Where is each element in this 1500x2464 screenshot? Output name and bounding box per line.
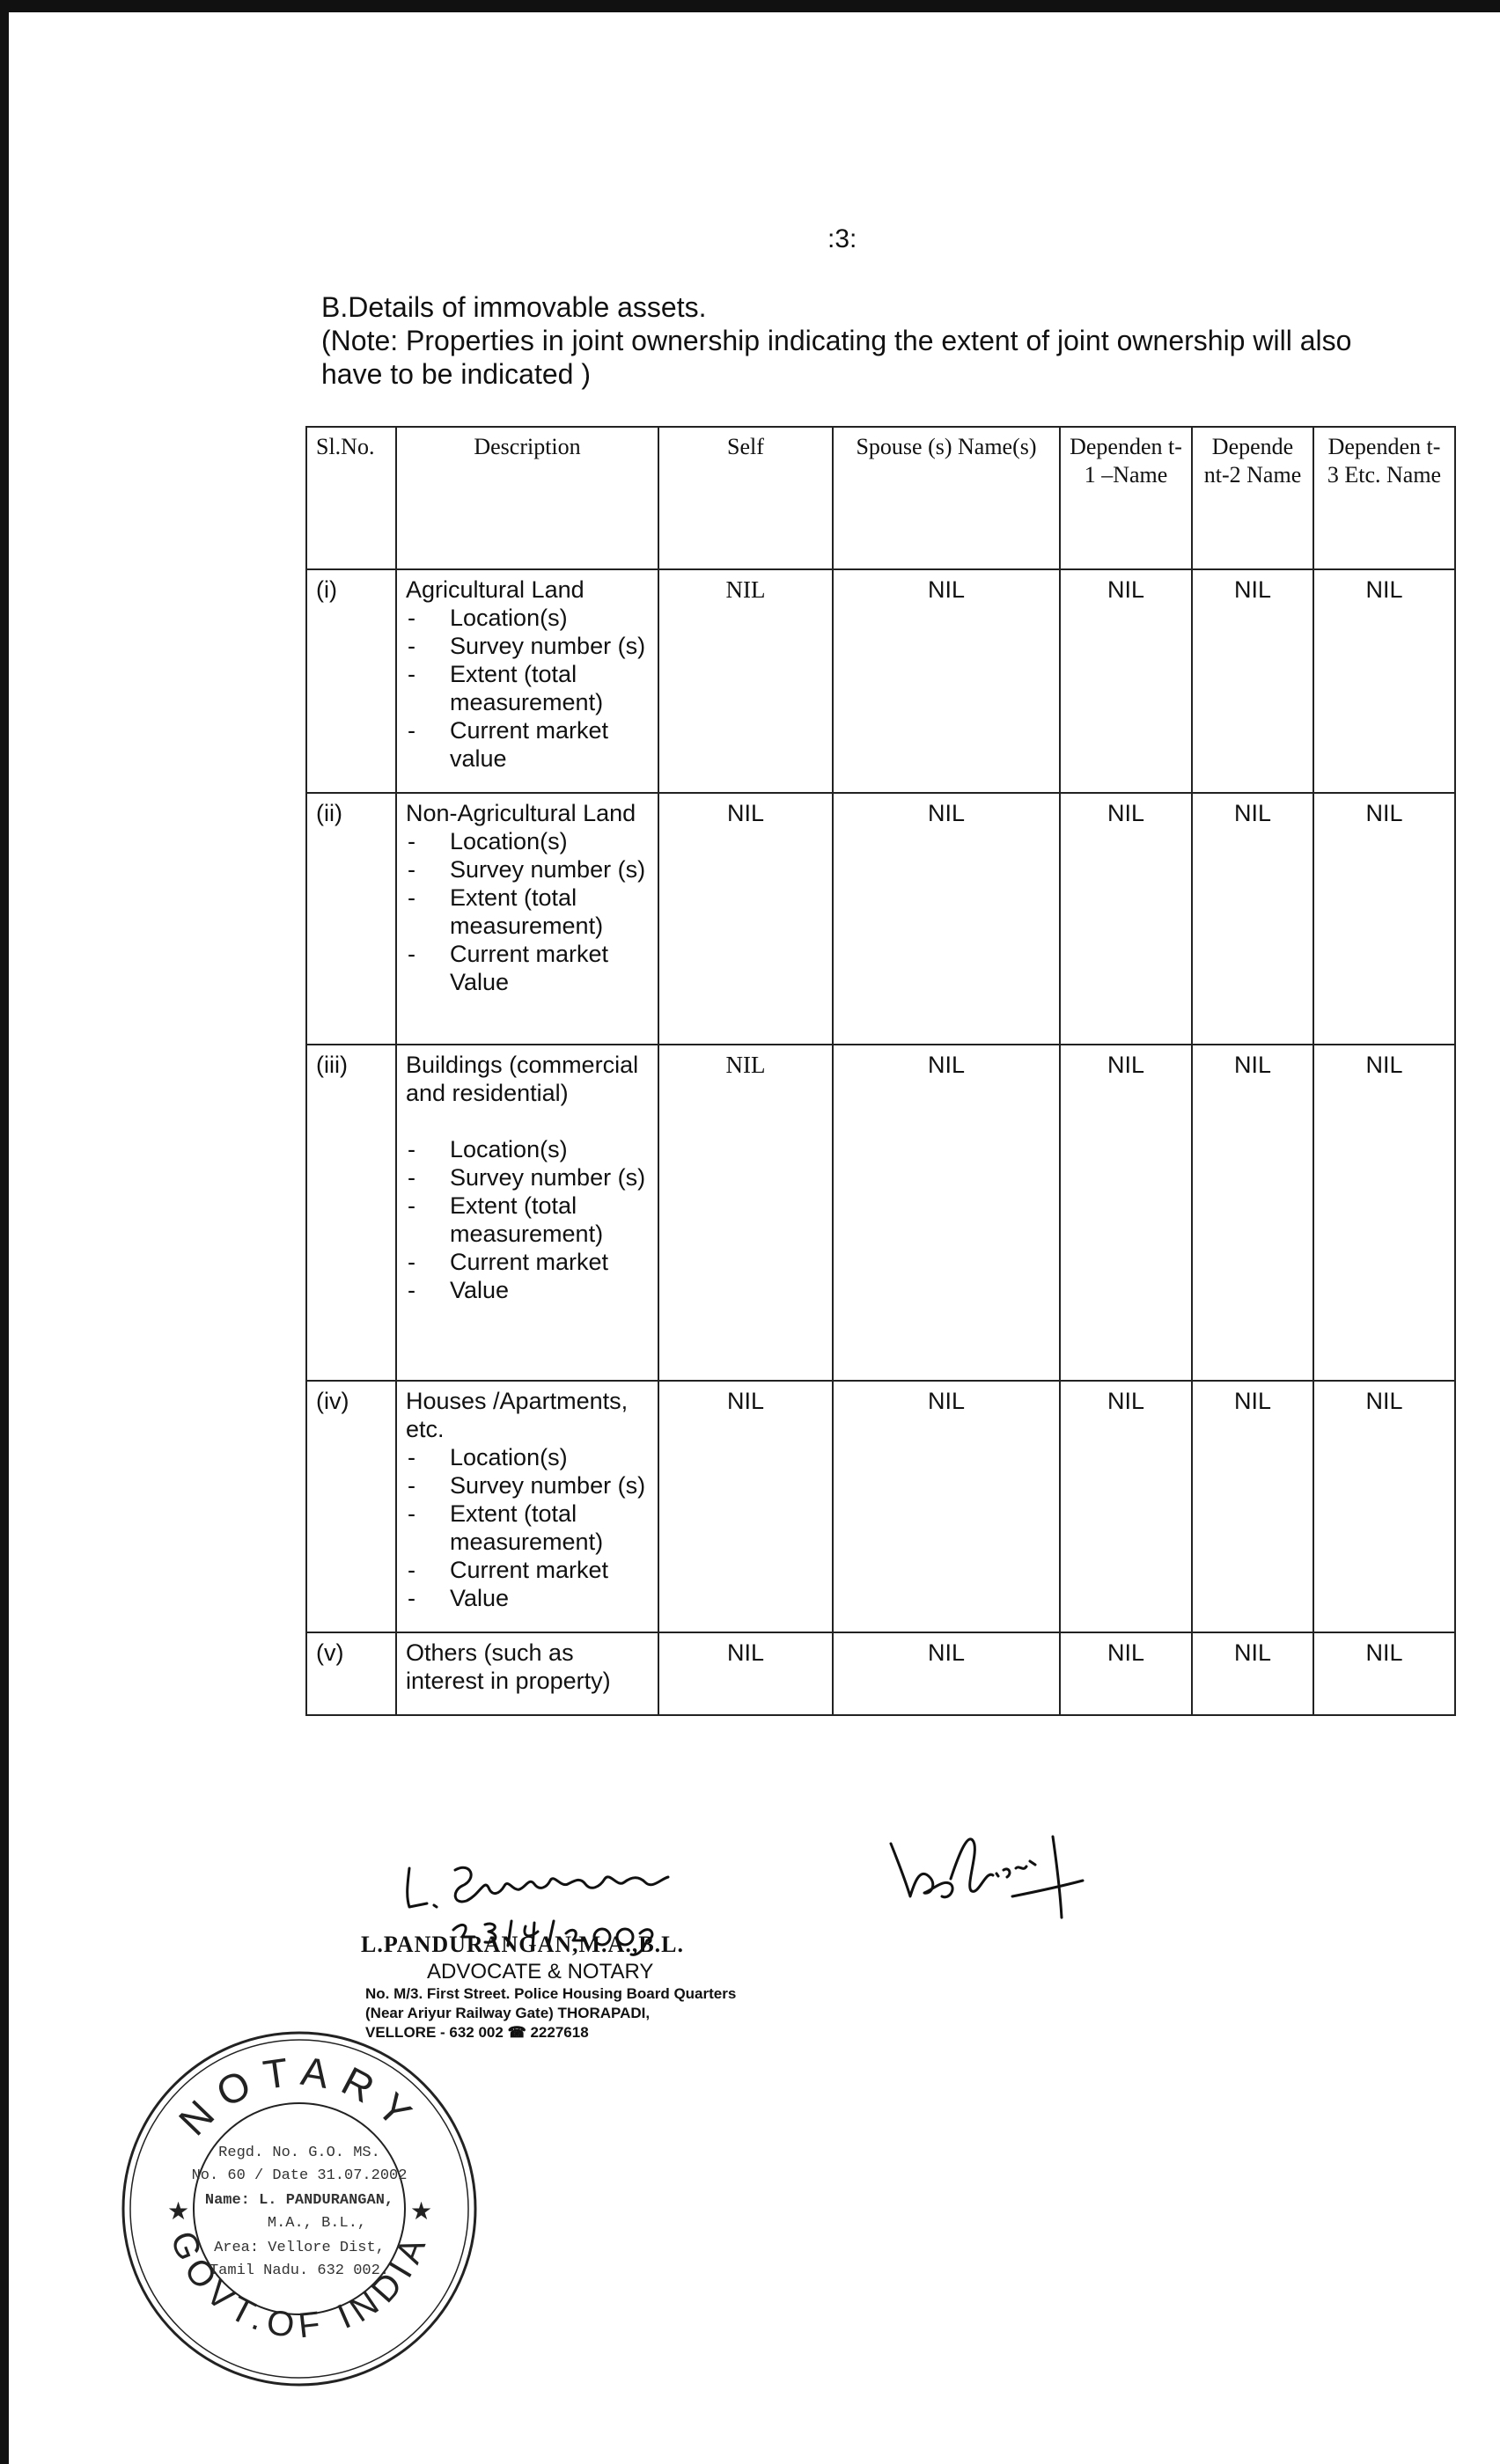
scan-border-top <box>0 0 1500 12</box>
immovable-assets-table <box>305 426 1456 1716</box>
row-slno: (iii) <box>306 1045 396 1381</box>
cell-dependent-1: NIL <box>1060 1381 1192 1632</box>
notary-seal <box>114 2024 484 2394</box>
seal-line: Name: L. PANDURANGAN, <box>204 2192 394 2209</box>
cell-self: NIL <box>658 1632 833 1715</box>
list-item: - Location(s) <box>406 1443 649 1471</box>
row-description <box>396 1045 658 1381</box>
notary-address-line-3: VELLORE - 632 002 ☎ 2227618 <box>365 2024 589 2041</box>
svg-text:NOTARY <box>170 2048 429 2145</box>
seal-line: M.A., B.L., <box>267 2215 367 2232</box>
row-title: Others (such as interest in property) <box>406 1639 611 1694</box>
list-item: - Extent (total measurement) <box>406 1500 649 1556</box>
row-slno: (i) <box>306 569 396 793</box>
cell-dependent-2: NIL <box>1192 1632 1313 1715</box>
list-item: - Extent (total measurement) <box>406 1192 649 1248</box>
cell-self: NIL <box>658 793 833 1045</box>
row-slno: (ii) <box>306 793 396 1045</box>
cell-spouse: NIL <box>833 1632 1060 1715</box>
notary-title: ADVOCATE & NOTARY <box>427 1960 654 1984</box>
seal-top-text: NOTARY <box>169 2047 430 2145</box>
cell-dependent-2: NIL <box>1192 793 1313 1045</box>
list-item: - Value <box>406 1276 649 1304</box>
cell-dependent-1: NIL <box>1060 793 1192 1045</box>
header-spouse: Spouse (s) Name(s) <box>833 427 1060 569</box>
list-item: - Survey number (s) <box>406 632 649 660</box>
cell-spouse: NIL <box>833 793 1060 1045</box>
table-row <box>306 1381 1455 1632</box>
cell-dependent-1: NIL <box>1060 1632 1192 1715</box>
list-item: - Current market <box>406 1248 649 1276</box>
table-row <box>306 1632 1455 1715</box>
list-item: - Value <box>406 1584 649 1612</box>
table-row <box>306 1045 1455 1381</box>
section-note: (Note: Properties in joint ownership indicating the extent of joint ownership will also have to be indicated ) <box>321 325 1352 390</box>
scan-border-left <box>0 0 9 2464</box>
cell-spouse: NIL <box>833 1045 1060 1381</box>
header-dependent-3: Dependen t-3 Etc. Name <box>1313 427 1455 569</box>
header-dependent-1: Dependen t-1 –Name <box>1060 427 1192 569</box>
list-item: - Survey number (s) <box>406 1163 649 1192</box>
row-title: Agricultural Land <box>406 576 585 603</box>
cell-self: NIL <box>658 569 833 793</box>
list-item: - Location(s) <box>406 604 649 632</box>
list-item: - Survey number (s) <box>406 1471 649 1500</box>
section-title: B.Details of immovable assets. <box>321 291 707 323</box>
row-title: Buildings (commercial and residential) <box>406 1052 639 1106</box>
list-item: - Current market Value <box>406 940 649 996</box>
seal-star-icon: ★ <box>410 2196 433 2226</box>
cell-dependent-3: NIL <box>1313 1632 1455 1715</box>
notary-address-line-2: (Near Ariyur Railway Gate) THORAPADI, <box>365 2005 651 2021</box>
row-description <box>396 1381 658 1632</box>
row-slno: (v) <box>306 1632 396 1715</box>
row-description <box>396 793 658 1045</box>
seal-line: Tamil Nadu. 632 002. <box>209 2262 390 2279</box>
seal-bottom-text: GOVT.OF INDIA <box>162 2226 436 2346</box>
row-title: Houses /Apartments, etc. <box>406 1388 629 1442</box>
list-item: - Extent (total measurement) <box>406 660 649 716</box>
list-item: - Extent (total measurement) <box>406 884 649 940</box>
seal-line: Regd. No. G.O. MS. <box>218 2145 380 2161</box>
cell-spouse: NIL <box>833 569 1060 793</box>
cell-dependent-2: NIL <box>1192 1381 1313 1632</box>
header-self: Self <box>658 427 833 569</box>
cell-self: NIL <box>658 1381 833 1632</box>
declarant-signature <box>880 1826 1092 1940</box>
row-title: Non-Agricultural Land <box>406 800 636 826</box>
table-row <box>306 793 1455 1045</box>
cell-dependent-2: NIL <box>1192 569 1313 793</box>
page-number: :3: <box>827 224 857 253</box>
header-description: Description <box>396 427 658 569</box>
list-item: - Location(s) <box>406 827 649 855</box>
notary-address-line-1: No. M/3. First Street. Police Housing Board Quarters <box>365 1985 737 2002</box>
cell-dependent-3: NIL <box>1313 793 1455 1045</box>
seal-star-icon: ★ <box>167 2196 190 2226</box>
row-slno: (iv) <box>306 1381 396 1632</box>
list-item: - Location(s) <box>406 1135 649 1163</box>
table-row <box>306 569 1455 793</box>
cell-dependent-2: NIL <box>1192 1045 1313 1381</box>
cell-spouse: NIL <box>833 1381 1060 1632</box>
row-description <box>396 569 658 793</box>
list-item: - Survey number (s) <box>406 855 649 884</box>
list-item: - Current market <box>406 1556 649 1584</box>
cell-dependent-1: NIL <box>1060 1045 1192 1381</box>
seal-line: Area: Vellore Dist, <box>214 2240 385 2256</box>
notary-name: L.PANDURANGAN,M.A.,B.L. <box>361 1932 685 1957</box>
table-header-row <box>306 427 1455 569</box>
header-slno: Sl.No. <box>306 427 396 569</box>
header-dependent-2: Depende nt-2 Name <box>1192 427 1313 569</box>
cell-dependent-1: NIL <box>1060 569 1192 793</box>
cell-dependent-3: NIL <box>1313 569 1455 793</box>
cell-self: NIL <box>658 1045 833 1381</box>
cell-dependent-3: NIL <box>1313 1381 1455 1632</box>
seal-line: No. 60 / Date 31.07.2002 <box>191 2167 408 2184</box>
cell-dependent-3: NIL <box>1313 1045 1455 1381</box>
row-description <box>396 1632 658 1715</box>
section-heading <box>321 290 1413 391</box>
list-item: - Current market value <box>406 716 649 773</box>
